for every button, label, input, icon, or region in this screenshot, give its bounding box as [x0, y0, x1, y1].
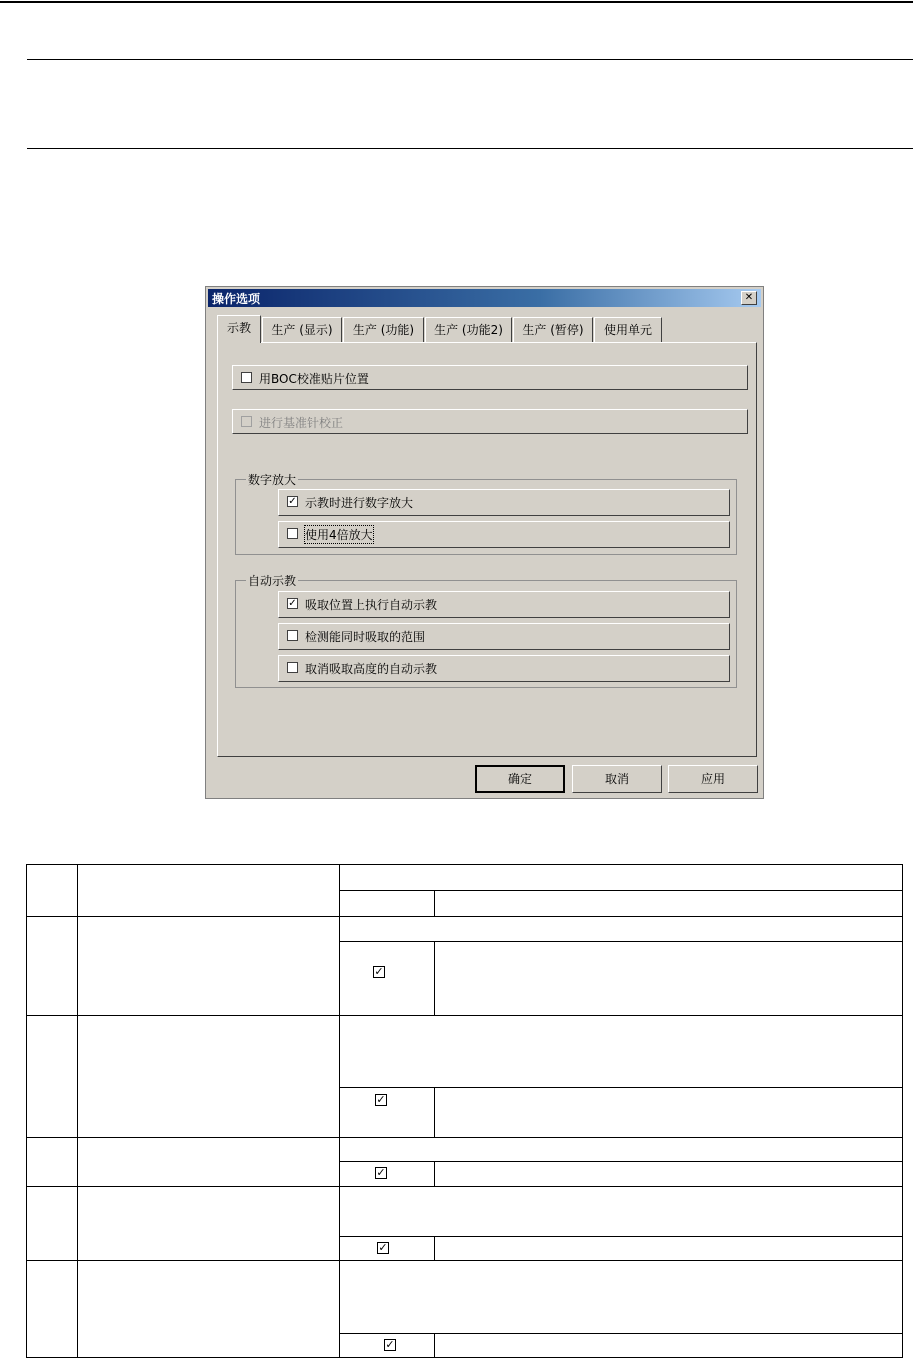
fiducial-label: 进行基准针校正	[259, 416, 344, 430]
checked-box-icon: ✓	[376, 1166, 386, 1179]
boc-checkbox[interactable]	[241, 372, 252, 383]
fiducial-option	[232, 409, 748, 434]
digital-zoom-label: 示教时进行数字放大	[305, 496, 414, 510]
digital-zoom-checkbox[interactable]: ✓	[288, 496, 297, 507]
tab-teach[interactable]	[217, 315, 261, 343]
col-divider-3a	[434, 890, 435, 916]
table-border-right	[902, 864, 903, 1358]
sub-row-rule	[339, 1161, 903, 1162]
tab-production-display[interactable]	[262, 317, 342, 342]
sub-row-rule	[339, 941, 903, 942]
table-border-top	[26, 864, 903, 865]
col-divider-3c	[434, 1087, 435, 1137]
boc-option[interactable]	[232, 365, 748, 390]
sub-row-rule	[339, 1236, 903, 1237]
cancel-pick-height-option[interactable]	[278, 655, 730, 682]
col-divider-3f	[434, 1333, 435, 1358]
sub-row-rule	[339, 890, 903, 891]
pick-position-auto-teach-checkbox[interactable]: ✓	[288, 598, 297, 609]
tab-label: 示教	[226, 321, 251, 335]
cancel-pick-height-label: 取消吸取高度的自动示教	[305, 662, 438, 676]
digital-zoom-title: 数字放大	[248, 473, 297, 487]
pick-position-auto-teach-label: 吸取位置上执行自动示教	[305, 598, 438, 612]
header-rule-2	[27, 148, 913, 149]
top-rule	[0, 1, 913, 3]
header-rule-1	[27, 59, 913, 60]
cancel-button[interactable]: 取消	[572, 765, 662, 793]
digital-zoom-option[interactable]	[278, 489, 730, 516]
row-rule	[26, 1186, 903, 1187]
col-divider-1	[77, 864, 78, 1358]
tab-label: 生产 (显示)	[271, 323, 333, 337]
apply-button[interactable]: 应用	[668, 765, 758, 793]
sub-row-rule	[339, 1333, 903, 1334]
simultaneous-pick-range-checkbox[interactable]	[287, 630, 298, 641]
table-border-bottom	[26, 1357, 903, 1358]
tab-label: 生产 (暂停)	[522, 323, 584, 337]
simultaneous-pick-range-option[interactable]	[278, 623, 730, 650]
row-rule	[26, 916, 903, 917]
fiducial-checkbox	[241, 416, 252, 427]
dialog-title: 操作选项	[212, 292, 261, 306]
auto-teach-group	[235, 574, 737, 688]
auto-teach-title: 自动示教	[248, 574, 297, 588]
zoom-4x-option[interactable]	[278, 521, 730, 548]
checked-box-icon: ✓	[385, 1338, 395, 1351]
tab-label: 生产 (功能)	[352, 323, 415, 337]
row-rule	[26, 1015, 903, 1016]
tab-production-pause[interactable]	[513, 317, 593, 342]
tab-label: 使用单元	[603, 323, 652, 337]
sub-row-rule	[339, 1087, 903, 1088]
zoom-4x-checkbox[interactable]	[287, 528, 298, 539]
tab-label: 生产 (功能2)	[434, 323, 503, 337]
cancel-pick-height-checkbox[interactable]	[287, 662, 298, 673]
table-border-left	[26, 864, 27, 1358]
operation-options-dialog	[205, 286, 764, 799]
col-divider-3e	[434, 1236, 435, 1260]
col-divider-3b	[434, 941, 435, 1015]
ok-button[interactable]: 确定	[475, 765, 565, 793]
tab-production-function[interactable]	[343, 317, 424, 342]
simultaneous-pick-range-label: 检测能同时吸取的范围	[305, 630, 426, 644]
col-divider-3d	[434, 1161, 435, 1186]
digital-zoom-group	[235, 473, 737, 555]
tab-use-unit[interactable]	[594, 317, 662, 342]
boc-label: 用BOC校准贴片位置	[259, 372, 369, 386]
close-icon[interactable]: ✕	[741, 291, 757, 305]
checked-box-icon: ✓	[374, 965, 384, 978]
checked-box-icon: ✓	[376, 1093, 386, 1106]
title-bar	[208, 289, 761, 307]
pick-position-auto-teach-option[interactable]	[278, 591, 730, 618]
row-rule	[26, 1260, 903, 1261]
row-rule	[26, 1137, 903, 1138]
col-divider-2	[339, 864, 340, 1358]
tab-panel	[217, 342, 757, 757]
checked-box-icon: ✓	[378, 1241, 388, 1254]
tab-production-function2[interactable]	[425, 317, 512, 342]
zoom-4x-label: 使用4倍放大	[305, 528, 373, 542]
